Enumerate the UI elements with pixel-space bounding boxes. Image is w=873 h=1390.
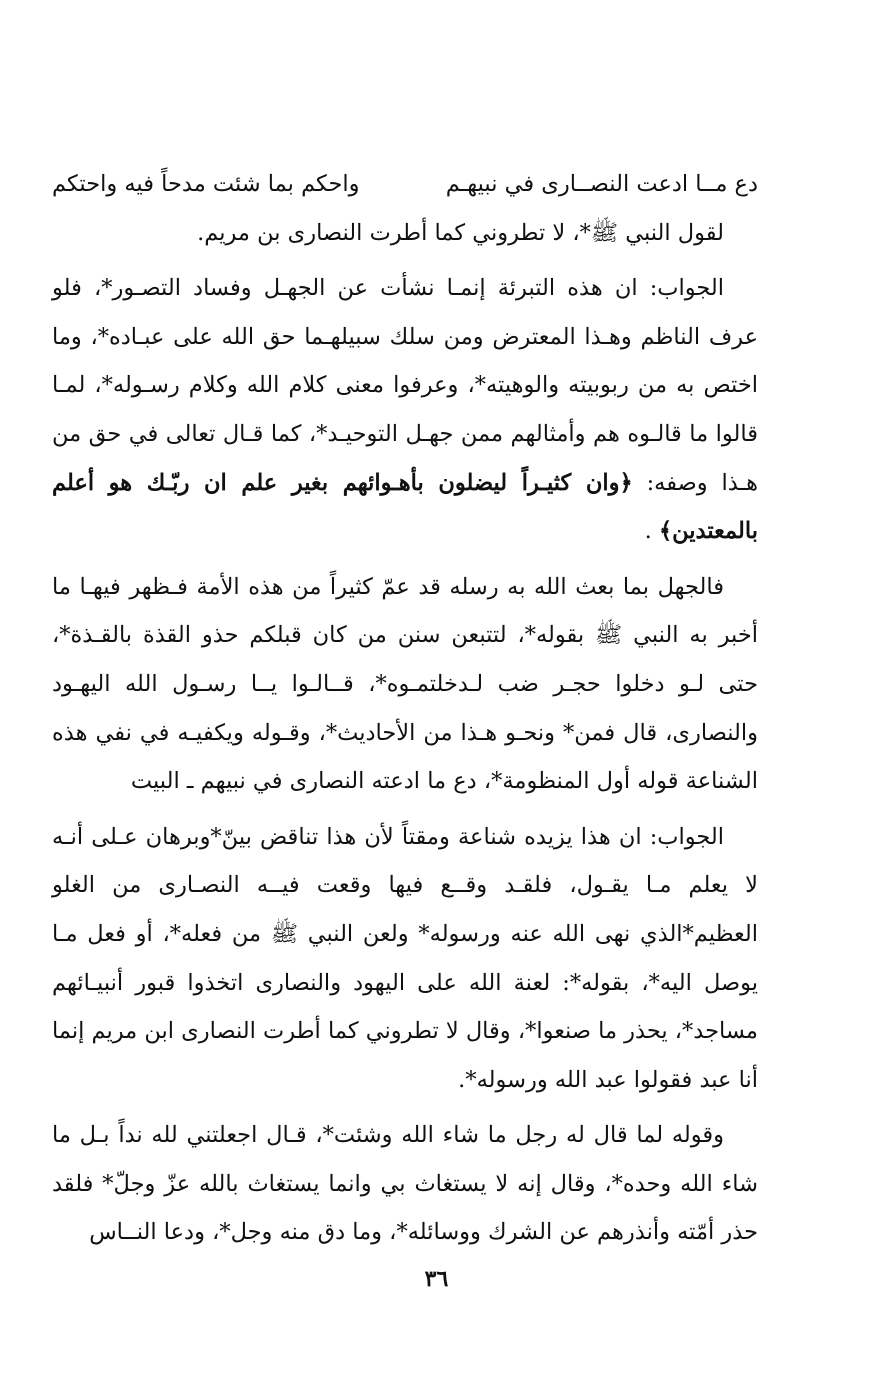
verse-hemistich-second: واحكم بما شئت مدحاً فيه واحتكم (52, 171, 360, 197)
answer-1-end: . (644, 518, 659, 545)
paragraph-ignorance: فالجهل بما بعث الله به رسله قد عمّ كثيراً من هذه الأمة فـظهر فيهـا ما أخبر به النبي ﷺ بقوله*، لتتبعن سنن من كان قبلكم حذو القذة بالقـذة*، حتى لـو دخلوا حجـر ضب لـدخلتمـوه*، قــالـوا يــا رسـول الله اليهـود والنصارى، قال فمن* ونحـو هـذا من الأحاديث*، وقـوله ويكفيـه في نفي هذه الشناعة قوله أول المنظومة*، دع ما ادعته النصارى في نبيهم ـ البيت (52, 573, 758, 795)
paragraph-hadith: لقول النبي ﷺ*، لا تطروني كما أطرت النصارى بن مريم. (197, 219, 724, 246)
body-text (52, 160, 758, 1257)
page-number: ٣٦ (424, 1266, 449, 1292)
verse-hemistich-first: دع مــا ادعت النصــارى في نبيهـم (445, 171, 758, 197)
answer-1-text: الجواب: ان هذه التبرئة إنمـا نشأت عن الجهـل وفساد التصـور*، فلو عرف الناظم وهـذا المعترض ومن سلك سبيلهـما حق الله على عبـاده*، وما اختص به من ربوبيته والوهيته*، وعرفوا معنى كلام الله وكلام رسـوله*، لمـا قالوا ما قالـوه هم وأمثالهم ممن جهـل التوحيـد*، كما قـال تعالى في حق من هـذا وصفه: (52, 275, 758, 496)
quran-verse: ﴿وان كثيـراً ليضلون بأهـوائهم بغير علم ان ربّـك هو أعلم بالمعتدين﴾ (52, 469, 758, 545)
paragraph-shirk: وقوله لما قال له رجل ما شاء الله وشئت*، قـال اجعلتني لله نداً بـل ما شاء الله وحده*، وقال إنه لا يستغاث بي وانما يستغاث بالله عزّ وجلّ* فلقد حذر أمّته وأنذرهم عن الشرك ووسائله*، وما دق منه وجل*، ودعا النــاس (52, 1122, 758, 1246)
poetry-verse (52, 160, 758, 209)
paragraph-answer-2: الجواب: ان هذا يزيده شناعة ومقتاً لأن هذا تناقض بينّ*وبرهان عـلى أنـه لا يعلم مـا يقـول، فلقـد وقــع فيها وقعت فيــه النصـارى من الغلو العظيم*الذي نهى الله عنه ورسوله* ولعن النبي ﷺ من فعله*، أو فعل مـا يوصل اليه*، بقوله*: لعنة الله على اليهود والنصارى اتخذوا قبور أنبيـائهم مساجد*، يحذر ما صنعوا*، وقال لا تطروني كما أطرت النصارى ابن مريم إنما أنا عبد فقولوا عبد الله ورسوله*. (51, 823, 758, 1093)
paragraph-answer-1 (52, 264, 758, 556)
